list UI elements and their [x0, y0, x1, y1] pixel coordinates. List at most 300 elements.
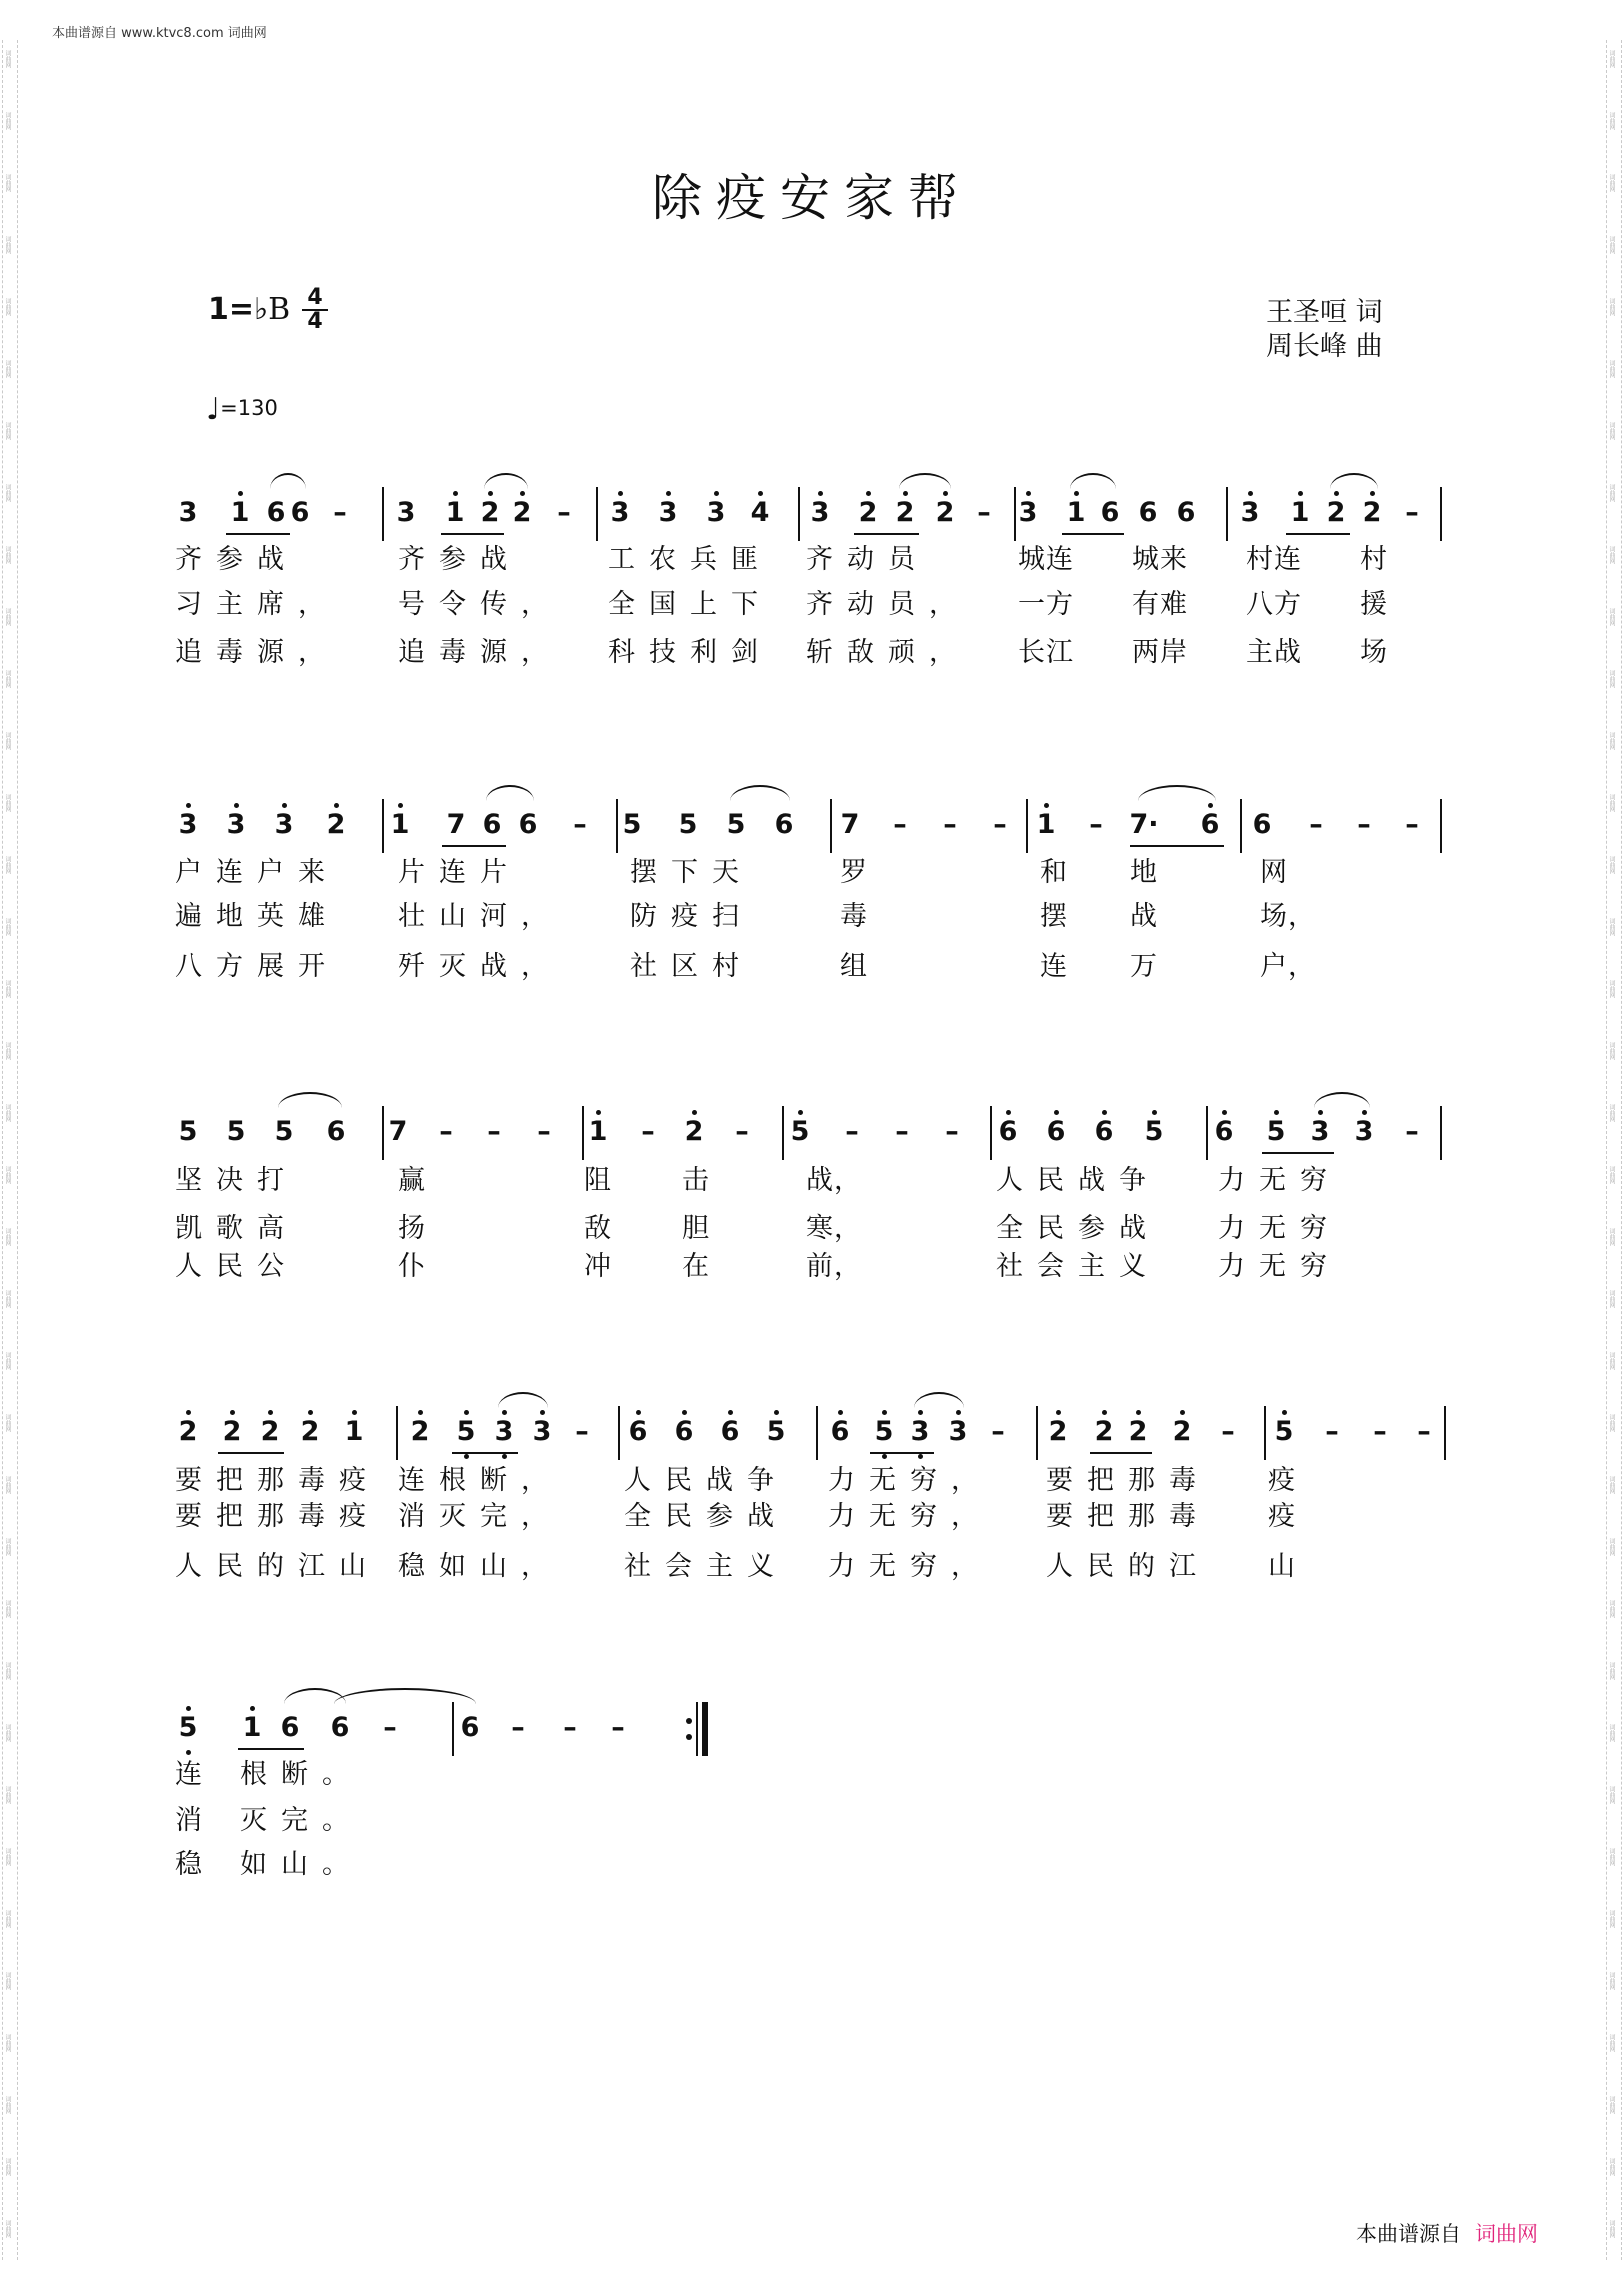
score-note — [171, 1116, 205, 1147]
bar-line — [1264, 1406, 1266, 1460]
octave-high-dot — [818, 491, 823, 496]
note-symbol: 5 — [1266, 1116, 1286, 1147]
note-underline — [1062, 533, 1124, 535]
score-note — [323, 497, 357, 528]
note-symbol: 2 — [326, 809, 346, 840]
score-note — [1087, 1416, 1121, 1447]
note-symbol: 6 — [482, 809, 502, 840]
score-note — [1395, 497, 1429, 528]
note-symbol: 6 — [998, 1116, 1018, 1147]
score-note — [1407, 1416, 1441, 1447]
octave-high-dot — [1248, 491, 1253, 496]
lyric-segment: 赢 — [398, 1165, 426, 1196]
side-watermark-mark: 词曲网 — [4, 1290, 11, 1308]
score-note — [1363, 1416, 1397, 1447]
note-symbol: 2 — [1048, 1416, 1068, 1447]
side-watermark-mark: 词曲网 — [4, 174, 11, 192]
repeat-dot — [686, 1718, 692, 1724]
note-underline — [442, 845, 506, 847]
octave-high-dot — [488, 491, 493, 496]
side-watermark-mark: 词曲网 — [1608, 422, 1615, 440]
note-underline — [854, 533, 919, 535]
octave-high-dot — [230, 1410, 235, 1415]
lyric-segment: 力无穷， — [828, 1465, 992, 1496]
side-watermark-mark: 词曲网 — [4, 1910, 11, 1928]
score-note — [783, 1116, 817, 1147]
bar-line — [1440, 799, 1442, 853]
note-symbol: 7 — [840, 809, 860, 840]
lyric-segment: 人民战争 — [996, 1165, 1160, 1196]
lyric-verse-line — [0, 1244, 1624, 1280]
octave-high-dot — [352, 1410, 357, 1415]
note-symbol: 6 — [1094, 1116, 1114, 1147]
note-symbol: 7 — [388, 1116, 408, 1147]
note-underline — [226, 533, 290, 535]
slur-arc — [914, 1392, 964, 1408]
lyric-verse-line — [0, 850, 1624, 886]
score-note — [1059, 497, 1093, 528]
score-note — [1087, 1116, 1121, 1147]
octave-high-dot — [728, 1410, 733, 1415]
note-symbol: – — [895, 1116, 909, 1147]
side-watermark-mark: 词曲网 — [4, 1972, 11, 1990]
side-watermark-mark: 词曲网 — [1608, 1228, 1615, 1246]
lyric-segment: 场， — [1260, 901, 1316, 932]
lyric-verse-line — [0, 1752, 1624, 1788]
score-note — [501, 1712, 535, 1743]
lyric-segment: 城连 — [1018, 544, 1074, 575]
lyric-segment: 摆下天 — [630, 857, 753, 888]
score-note — [903, 1416, 937, 1447]
note-symbol: 6 — [1252, 809, 1272, 840]
side-watermark-mark: 词曲网 — [4, 980, 11, 998]
note-symbol: 6 — [1138, 497, 1158, 528]
score-note — [403, 1416, 437, 1447]
side-watermark-mark: 词曲网 — [1608, 980, 1615, 998]
octave-high-dot — [1318, 1110, 1323, 1115]
bar-line — [1036, 1406, 1038, 1460]
score-note — [851, 497, 885, 528]
slur-arc — [899, 473, 951, 489]
note-underline — [870, 1452, 934, 1454]
score-note — [511, 809, 545, 840]
octave-high-dot — [1074, 491, 1079, 496]
score-note — [581, 1116, 615, 1147]
octave-high-dot — [520, 491, 525, 496]
lyric-segment: 摆 — [1040, 901, 1068, 932]
note-symbol: 6 — [674, 1416, 694, 1447]
note-symbol: 6 — [330, 1712, 350, 1743]
note-symbol: – — [1221, 1416, 1235, 1447]
octave-high-dot — [418, 1410, 423, 1415]
note-symbol: – — [1405, 809, 1419, 840]
score-note — [713, 1416, 747, 1447]
lyric-verse-line — [0, 944, 1624, 980]
note-symbol: 5 — [790, 1116, 810, 1147]
repeat-thick-line — [702, 1702, 708, 1756]
score-note — [671, 809, 705, 840]
score-note — [477, 1116, 511, 1147]
score-note — [651, 497, 685, 528]
score-note — [235, 1712, 269, 1743]
octave-high-dot — [866, 491, 871, 496]
octave-high-dot — [398, 803, 403, 808]
side-watermark-mark: 词曲网 — [1608, 794, 1615, 812]
note-symbol: – — [1405, 1116, 1419, 1147]
side-watermark-mark: 词曲网 — [1608, 484, 1615, 502]
side-watermark-mark: 词曲网 — [4, 50, 11, 68]
lyric-segment: 一方 — [1018, 589, 1074, 620]
side-watermark-mark: 词曲网 — [4, 2096, 11, 2114]
key-signature — [208, 292, 290, 327]
score-note — [171, 497, 205, 528]
side-watermark-mark: 词曲网 — [1608, 1290, 1615, 1308]
octave-high-dot — [1102, 1110, 1107, 1115]
score-note — [615, 809, 649, 840]
side-watermark-mark: 词曲网 — [4, 1724, 11, 1742]
lyric-segment: 追毒源， — [398, 637, 562, 668]
note-underline — [1130, 845, 1224, 847]
score-note — [1299, 809, 1333, 840]
octave-high-dot — [774, 1410, 779, 1415]
score-note — [563, 809, 597, 840]
lyric-verse-line — [0, 1544, 1624, 1580]
note-symbol: 4 — [750, 497, 770, 528]
side-watermark-mark: 词曲网 — [4, 670, 11, 688]
score-note — [867, 1416, 901, 1447]
score-note — [967, 497, 1001, 528]
score-note — [487, 1416, 521, 1447]
note-symbol: – — [993, 809, 1007, 840]
lyric-segment: 敌 — [584, 1213, 612, 1244]
score-note — [1267, 1416, 1301, 1447]
side-watermark-mark: 词曲网 — [1608, 2034, 1615, 2052]
side-watermark-mark: 词曲网 — [4, 422, 11, 440]
lyric-segment: 斩敌顽， — [806, 637, 970, 668]
time-signature — [302, 285, 328, 334]
lyric-segment: 击 — [682, 1165, 710, 1196]
octave-high-dot — [838, 1410, 843, 1415]
note-symbol: 2 — [1362, 497, 1382, 528]
score-note — [1193, 809, 1227, 840]
note-symbol: 5 — [274, 1116, 294, 1147]
note-symbol: 3 — [494, 1416, 514, 1447]
lyric-segment: 在 — [682, 1251, 710, 1282]
footer-source — [1356, 2218, 1538, 2248]
octave-high-dot — [692, 1110, 697, 1115]
lyric-segment: 习主席， — [175, 589, 339, 620]
score-note — [273, 1712, 307, 1743]
side-watermark-mark: 词曲网 — [4, 484, 11, 502]
score-note — [505, 497, 539, 528]
bar-line — [798, 487, 800, 541]
note-symbol: – — [1373, 1416, 1387, 1447]
key-tonic: B — [268, 292, 291, 327]
side-watermark-mark: 词曲网 — [1608, 360, 1615, 378]
note-symbol: 2 — [1172, 1416, 1192, 1447]
score-note — [1315, 1416, 1349, 1447]
side-watermark-mark: 词曲网 — [1608, 918, 1615, 936]
side-watermark-mark: 词曲网 — [1608, 732, 1615, 750]
score-note — [439, 809, 473, 840]
side-watermark-mark: 词曲网 — [1608, 1042, 1615, 1060]
note-symbol: – — [333, 497, 347, 528]
score-note — [1127, 809, 1161, 840]
lyric-segment: 主战 — [1246, 637, 1302, 668]
lyric-segment: 援 — [1360, 589, 1388, 620]
octave-high-dot — [186, 803, 191, 808]
slur-arc — [1314, 1092, 1370, 1108]
side-watermark-mark: 词曲网 — [4, 1538, 11, 1556]
side-watermark-mark: 词曲网 — [4, 918, 11, 936]
lyric-segment: 扬 — [398, 1213, 426, 1244]
score-note — [323, 1712, 357, 1743]
lyric-segment: 人民公 — [175, 1251, 298, 1282]
lyric-segment: 消灭完， — [398, 1501, 562, 1532]
score-note — [473, 497, 507, 528]
lyric-verse-line — [0, 630, 1624, 666]
lyric-segment: 有难 — [1132, 589, 1188, 620]
side-watermark-mark: 词曲网 — [4, 1600, 11, 1618]
side-watermark-mark: 词曲网 — [4, 794, 11, 812]
score-note — [1395, 1116, 1429, 1147]
side-watermark-mark: 词曲网 — [1608, 236, 1615, 254]
lyric-segment: 要把那毒 — [1046, 1501, 1210, 1532]
lyric-segment: 力无穷， — [828, 1551, 992, 1582]
note-symbol: – — [439, 1116, 453, 1147]
note-symbol: 3 — [178, 497, 198, 528]
bar-line — [396, 1406, 398, 1460]
lyric-segment: 长江 — [1018, 637, 1074, 668]
note-symbol: – — [1405, 497, 1419, 528]
note-symbol: 6 — [1046, 1116, 1066, 1147]
note-symbol: 5 — [726, 809, 746, 840]
note-symbol: – — [893, 809, 907, 840]
lyric-segment: 和 — [1040, 857, 1068, 888]
side-watermark-mark: 词曲网 — [1608, 2220, 1615, 2238]
repeat-thin-line — [696, 1702, 698, 1756]
score-note — [383, 809, 417, 840]
note-symbol: 5 — [456, 1416, 476, 1447]
octave-high-dot — [282, 803, 287, 808]
note-symbol: 3 — [274, 809, 294, 840]
lyric-segment: 要把那毒 — [1046, 1465, 1210, 1496]
side-watermark-mark: 词曲网 — [1608, 174, 1615, 192]
score-note — [1165, 1416, 1199, 1447]
footer-source-text: 本曲谱源自 — [1356, 2222, 1461, 2246]
note-symbol: 3 — [948, 1416, 968, 1447]
note-symbol: 2 — [1128, 1416, 1148, 1447]
lyric-segment: 全国上下 — [608, 589, 772, 620]
lyric-segment: 户， — [1260, 951, 1316, 982]
note-symbol: 3 — [1354, 1116, 1374, 1147]
score-note — [1319, 497, 1353, 528]
lyric-verse-line — [0, 582, 1624, 618]
octave-high-dot — [882, 1410, 887, 1415]
score-note — [453, 1712, 487, 1743]
lyric-segment: 网 — [1260, 857, 1288, 888]
bar-line — [382, 487, 384, 541]
quarter-note-icon: ♩ — [206, 392, 221, 427]
score-note — [283, 497, 317, 528]
side-watermark-mark: 词曲网 — [1608, 670, 1615, 688]
note-symbol: 3 — [1310, 1116, 1330, 1147]
score-note — [293, 1416, 327, 1447]
note-symbol: – — [487, 1116, 501, 1147]
note-symbol: 3 — [226, 809, 246, 840]
note-symbol: 3 — [658, 497, 678, 528]
note-symbol: – — [563, 1712, 577, 1743]
lyric-segment: 组 — [840, 951, 868, 982]
lyric-segment: 阻 — [584, 1165, 612, 1196]
octave-high-dot — [1152, 1110, 1157, 1115]
octave-high-dot — [1136, 1410, 1141, 1415]
octave-high-dot — [1102, 1410, 1107, 1415]
score-note — [223, 497, 257, 528]
score-note — [725, 1116, 759, 1147]
lyric-segment: 人民战争 — [624, 1465, 788, 1496]
credits — [1266, 296, 1383, 364]
side-watermark-mark: 词曲网 — [4, 112, 11, 130]
lyric-segment: 罗 — [840, 857, 868, 888]
note-underline — [218, 1452, 284, 1454]
score-note — [1079, 809, 1113, 840]
lyric-segment: 两岸 — [1132, 637, 1188, 668]
score-note — [1355, 497, 1389, 528]
note-symbol: 1 — [1290, 497, 1310, 528]
note-symbol: 2 — [178, 1416, 198, 1447]
lyric-segment: 连 — [1040, 951, 1068, 982]
note-underline — [1262, 1152, 1334, 1154]
note-symbol: – — [977, 497, 991, 528]
score-note — [933, 809, 967, 840]
note-symbol: 5 — [1274, 1416, 1294, 1447]
score-note — [928, 497, 962, 528]
octave-high-dot — [464, 1410, 469, 1415]
octave-high-dot — [1370, 491, 1375, 496]
lyric-segment: 科技利剑 — [608, 637, 772, 668]
note-symbol: 6 — [1214, 1116, 1234, 1147]
score-note — [621, 1416, 655, 1447]
octave-high-dot — [666, 491, 671, 496]
bar-line — [1440, 1106, 1442, 1160]
score-note — [631, 1116, 665, 1147]
side-watermark-mark: 词曲网 — [1608, 856, 1615, 874]
score-note — [1347, 1116, 1381, 1147]
note-symbol: 2 — [260, 1416, 280, 1447]
note-symbol: – — [1417, 1416, 1431, 1447]
note-symbol: – — [1089, 809, 1103, 840]
note-symbol: 6 — [830, 1416, 850, 1447]
key-prefix: 1= — [208, 292, 255, 327]
lyric-segment: 人民的江山 — [175, 1551, 380, 1582]
slur-arc — [278, 1092, 342, 1108]
note-underline — [1286, 533, 1350, 535]
side-watermark-mark: 词曲网 — [4, 1228, 11, 1246]
score-note — [941, 1416, 975, 1447]
note-symbol: 3 — [810, 497, 830, 528]
note-symbol: 2 — [222, 1416, 242, 1447]
lyric-segment: 社区村 — [630, 951, 753, 982]
score-note — [699, 497, 733, 528]
score-note — [1093, 497, 1127, 528]
bar-line — [596, 487, 598, 541]
lyric-segment: 力无穷 — [1218, 1165, 1341, 1196]
score-note — [603, 497, 637, 528]
lyric-verse-line — [0, 1458, 1624, 1494]
octave-high-dot — [682, 1410, 687, 1415]
note-symbol: 5 — [178, 1712, 198, 1743]
time-signature-bottom: 4 — [307, 309, 323, 334]
score-note — [983, 809, 1017, 840]
score-note — [253, 1416, 287, 1447]
note-symbol: – — [573, 809, 587, 840]
score-note — [1137, 1116, 1171, 1147]
lyric-segment: 齐参战 — [398, 544, 521, 575]
side-watermark-mark: 词曲网 — [4, 1786, 11, 1804]
lyric-segment: 胆 — [682, 1213, 710, 1244]
side-watermark-mark: 词曲网 — [4, 608, 11, 626]
side-watermark-mark: 词曲网 — [4, 2220, 11, 2238]
note-symbol: 6 — [628, 1416, 648, 1447]
octave-high-dot — [1362, 1110, 1367, 1115]
lyric-segment: 万 — [1130, 951, 1158, 982]
note-symbol: 3 — [706, 497, 726, 528]
lyric-segment: 要把那毒疫 — [175, 1501, 380, 1532]
note-symbol: – — [383, 1712, 397, 1743]
note-symbol: 6 — [280, 1712, 300, 1743]
side-watermark-mark: 词曲网 — [1608, 50, 1615, 68]
lyric-segment: 疫 — [1268, 1501, 1296, 1532]
lyric-segment: 村 — [1360, 544, 1388, 575]
note-symbol: 1 — [230, 497, 250, 528]
score-note — [767, 809, 801, 840]
score-note — [1259, 1116, 1293, 1147]
lyric-segment: 稳如山， — [398, 1551, 562, 1582]
lyric-segment: 社会主义 — [624, 1551, 788, 1582]
side-watermark-mark: 词曲网 — [1608, 112, 1615, 130]
score-note — [1347, 809, 1381, 840]
side-watermark-mark: 词曲网 — [1608, 1538, 1615, 1556]
lyric-segment: 八方展开 — [175, 951, 339, 982]
side-watermark-mark: 词曲网 — [1608, 2158, 1615, 2176]
score-note — [719, 809, 753, 840]
score-note — [565, 1416, 599, 1447]
note-symbol: – — [611, 1712, 625, 1743]
octave-high-dot — [1282, 1410, 1287, 1415]
note-symbol: 2 — [1094, 1416, 1114, 1447]
octave-high-dot — [1334, 491, 1339, 496]
slur-arc — [486, 785, 534, 801]
octave-high-dot — [308, 1410, 313, 1415]
octave-high-dot — [758, 491, 763, 496]
lyric-segment: 连根断， — [398, 1465, 562, 1496]
note-symbol: – — [945, 1116, 959, 1147]
note-symbol: – — [943, 809, 957, 840]
score-line — [0, 1406, 1624, 1466]
octave-high-dot — [943, 491, 948, 496]
slur-arc — [498, 1392, 548, 1408]
octave-high-dot — [268, 1410, 273, 1415]
score-note — [1211, 1416, 1245, 1447]
side-watermark-mark: 词曲网 — [1608, 1414, 1615, 1432]
note-symbol: 2 — [1326, 497, 1346, 528]
side-watermark-mark: 词曲网 — [1608, 1166, 1615, 1184]
lyric-segment: 寒， — [806, 1213, 862, 1244]
score-note — [1041, 1416, 1075, 1447]
octave-high-dot — [636, 1410, 641, 1415]
note-symbol: 2 — [895, 497, 915, 528]
